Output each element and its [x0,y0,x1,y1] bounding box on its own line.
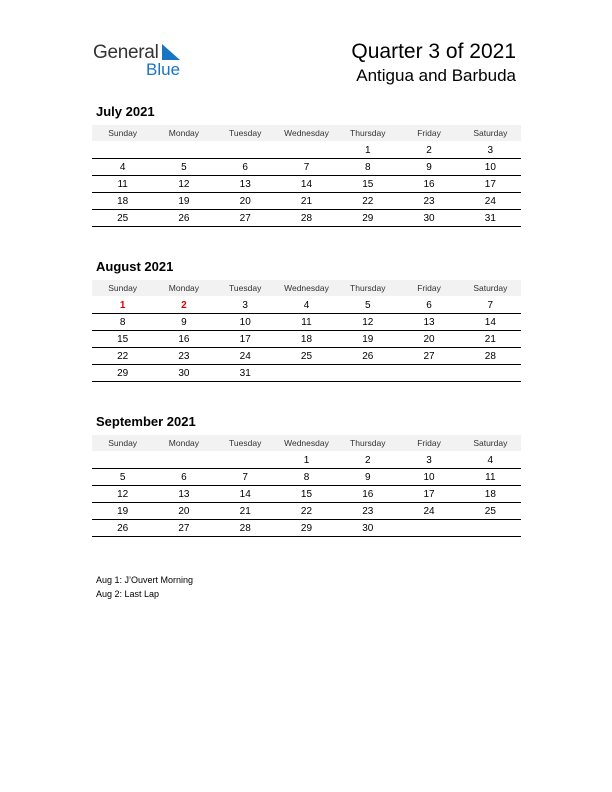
day-cell: 28 [300,212,313,224]
weekday-label: Monday [168,283,200,293]
day-cell: 27 [178,522,190,534]
day-cell: 27 [423,350,435,362]
weekday-label: Wednesday [284,128,329,138]
weekday-label: Saturday [473,128,508,138]
day-cell: 6 [181,471,187,483]
day-cell: 31 [239,367,251,379]
weekday-header [92,280,521,296]
weekday-label: Saturday [473,438,508,448]
day-cell: 2 [364,454,371,466]
day-cell: 19 [178,195,190,207]
month-title: September 2021 [96,414,196,429]
day-cell: 13 [239,178,251,190]
weekday-label: Thursday [350,283,386,293]
day-cell: 1 [119,299,126,311]
day-cell: 3 [426,454,432,466]
holiday-note: Aug 2: Last Lap [96,589,160,599]
week-row [92,348,521,365]
week-row [92,159,521,176]
week-row [92,210,521,227]
day-cell: 6 [426,299,432,311]
week-row [92,297,521,314]
day-cell: 29 [117,367,129,379]
day-cell: 3 [242,299,248,311]
day-cell: 12 [117,488,129,500]
day-cell: 5 [181,161,187,173]
logo-word-blue: Blue [146,60,181,79]
weekday-label: Sunday [108,283,138,293]
week-row [92,365,521,382]
day-cell: 12 [178,178,190,190]
weekday-label: Friday [417,283,441,293]
day-cell: 23 [178,350,190,362]
day-cell: 14 [484,316,496,328]
page-title: Quarter 3 of 2021 [351,40,516,63]
month-title: August 2021 [96,259,174,274]
weekday-label: Tuesday [229,128,262,138]
day-cell: 30 [423,212,435,224]
month-title: July 2021 [96,104,155,119]
weekday-label: Monday [168,438,200,448]
day-cell: 2 [426,144,432,156]
day-cell: 13 [423,316,435,328]
day-cell: 24 [239,350,251,362]
day-cell: 21 [239,505,251,517]
holiday-note: Aug 1: J’Ouvert Morning [96,575,194,585]
weekday-header [92,435,521,451]
weekday-label: Monday [168,128,200,138]
month-calendar-september [92,413,521,537]
day-cell: 8 [364,161,371,173]
day-cell: 10 [484,161,496,173]
day-cell: 4 [487,454,494,466]
day-cell: 17 [239,333,251,345]
day-cell: 2 [181,299,187,311]
day-cell: 14 [300,178,313,190]
day-cell: 25 [484,505,496,517]
day-cell: 30 [178,367,190,379]
day-cell: 27 [239,212,251,224]
weekday-label: Friday [417,128,441,138]
day-cell: 15 [362,178,374,190]
day-cell: 18 [117,195,129,207]
weekday-label: Sunday [108,438,138,448]
day-cell: 8 [119,316,126,328]
day-cell: 24 [484,195,496,207]
day-cell: 7 [242,471,248,483]
day-cell: 30 [362,522,374,534]
weekday-label: Tuesday [229,283,262,293]
day-cell: 18 [484,488,496,500]
weekday-label: Wednesday [284,283,329,293]
day-cell: 15 [117,333,129,345]
day-cell: 5 [119,471,126,483]
day-cell: 26 [178,212,190,224]
day-cell: 23 [423,195,435,207]
week-row [92,469,521,486]
day-cell: 20 [178,505,190,517]
day-cell: 17 [423,488,435,500]
weekday-label: Tuesday [229,438,262,448]
day-cell: 11 [117,178,128,190]
day-cell: 9 [364,471,371,483]
week-row [92,520,521,537]
day-cell: 20 [423,333,435,345]
day-cell: 21 [300,195,313,207]
logo-triangle-icon [160,44,180,60]
weeks-grid [92,297,521,382]
month-calendar-july [92,103,521,227]
weekday-label: Wednesday [284,438,329,448]
day-cell: 11 [485,471,496,483]
day-cell: 7 [487,299,494,311]
day-cell: 24 [423,505,435,517]
weekday-label: Thursday [350,438,386,448]
day-cell: 25 [300,350,313,362]
day-cell: 22 [362,195,374,207]
day-cell: 10 [239,316,251,328]
day-cell: 8 [303,471,310,483]
week-row [92,193,521,210]
week-row [92,486,521,503]
week-row [92,452,521,469]
day-cell: 4 [119,161,126,173]
day-cell: 13 [178,488,190,500]
day-cell: 11 [301,316,312,328]
day-cell: 1 [303,454,310,466]
day-cell: 16 [362,488,374,500]
week-row [92,331,521,348]
logo-word-general: General [93,42,159,63]
day-cell: 3 [487,144,494,156]
day-cell: 29 [300,522,313,534]
weeks-grid [92,452,521,537]
day-cell: 19 [362,333,374,345]
country-subtitle: Antigua and Barbuda [356,66,516,85]
day-cell: 21 [484,333,496,345]
day-cell: 14 [239,488,251,500]
weekday-label: Thursday [350,128,386,138]
day-cell: 29 [362,212,374,224]
week-row [92,142,521,159]
day-cell: 26 [362,350,374,362]
day-cell: 9 [426,161,432,173]
day-cell: 23 [362,505,374,517]
day-cell: 4 [303,299,310,311]
weeks-grid [92,142,521,227]
day-cell: 22 [117,350,129,362]
day-cell: 5 [364,299,371,311]
day-cell: 19 [117,505,129,517]
day-cell: 1 [364,144,371,156]
day-cell: 20 [239,195,251,207]
day-cell: 18 [300,333,313,345]
day-cell: 17 [484,178,496,190]
day-cell: 10 [423,471,435,483]
day-cell: 12 [362,316,374,328]
week-row [92,503,521,520]
weekday-header [92,125,521,141]
weekday-label: Sunday [108,128,138,138]
day-cell: 16 [423,178,435,190]
holiday-notes [96,573,193,601]
day-cell: 31 [484,212,496,224]
day-cell: 28 [239,522,251,534]
day-cell: 9 [181,316,187,328]
day-cell: 26 [117,522,129,534]
weekday-label: Friday [417,438,441,448]
day-cell: 25 [117,212,129,224]
day-cell: 22 [300,505,313,517]
day-cell: 16 [178,333,190,345]
day-cell: 6 [242,161,248,173]
week-row [92,176,521,193]
day-cell: 15 [300,488,313,500]
generalblue-logo [93,40,193,80]
month-calendar-august [92,258,521,382]
weekday-label: Saturday [473,283,508,293]
day-cell: 28 [484,350,496,362]
day-cell: 7 [303,161,310,173]
week-row [92,314,521,331]
